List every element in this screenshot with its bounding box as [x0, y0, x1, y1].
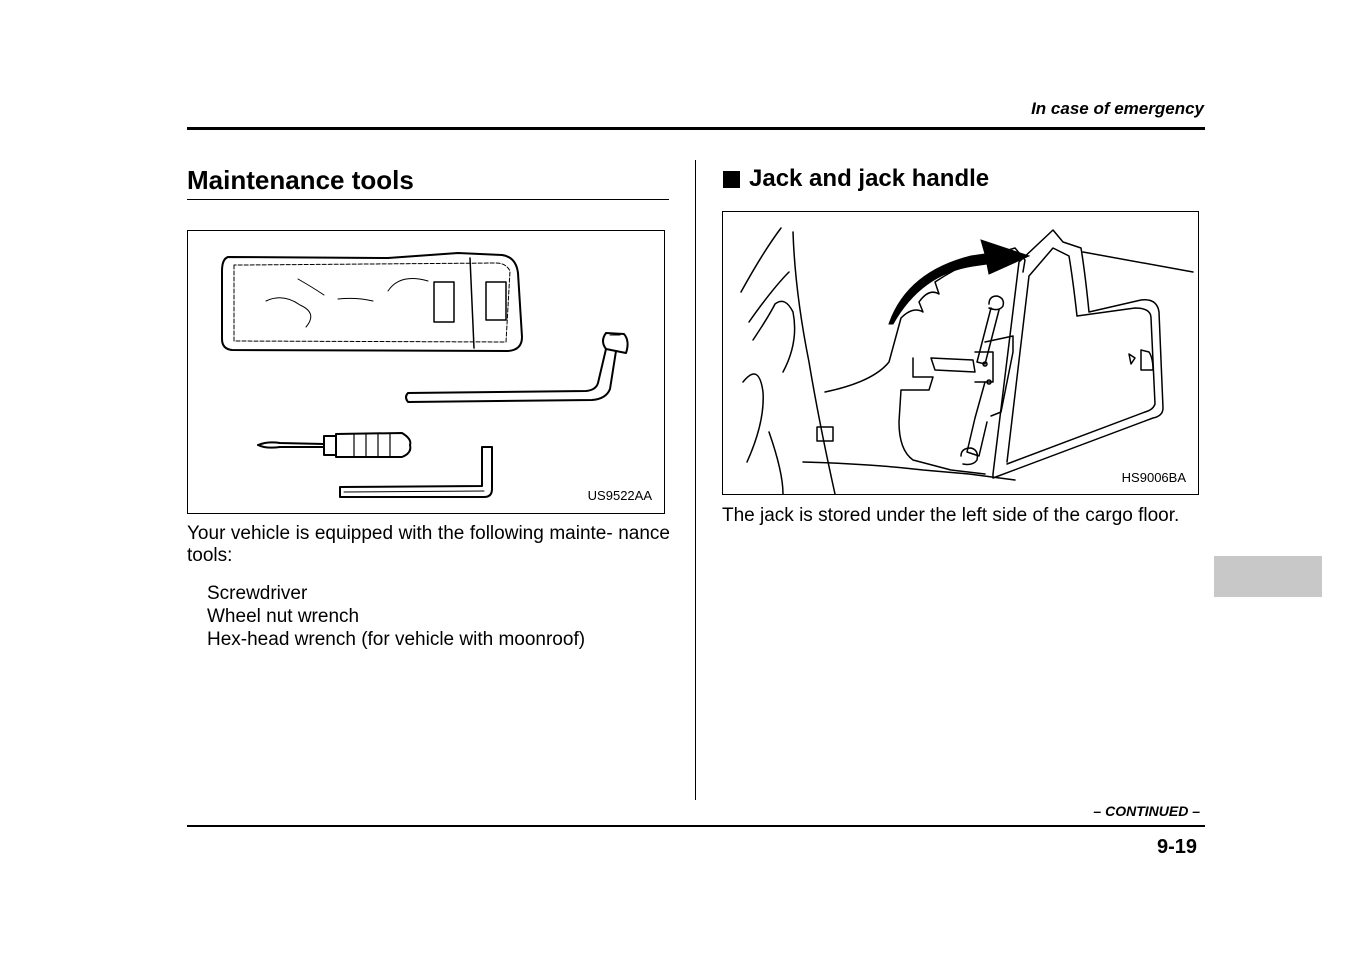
running-header: In case of emergency	[1031, 99, 1204, 118]
subsection-title-text: Jack and jack handle	[749, 165, 990, 192]
section-title: Maintenance tools	[187, 165, 414, 195]
tools-list	[207, 582, 585, 651]
continued-label: – CONTINUED –	[1093, 803, 1200, 819]
tool-pouch	[222, 253, 522, 351]
intro-paragraph: Your vehicle is equipped with the following mainte- nance tools:	[187, 523, 670, 566]
subsection-title	[723, 165, 989, 193]
maintenance-tools-figure	[187, 230, 665, 514]
section-title-rule	[187, 199, 669, 200]
footer-rule	[187, 825, 1205, 827]
figure-code: HS9006BA	[1121, 470, 1186, 485]
list-item: Wheel nut wrench	[207, 606, 360, 627]
hex-head-wrench	[340, 447, 492, 497]
header-rule	[187, 127, 1205, 130]
maintenance-tools-illustration	[188, 231, 664, 513]
jack-figure	[722, 211, 1199, 495]
chapter-tab	[1214, 556, 1322, 597]
figure-code: US9522AA	[587, 488, 652, 503]
jack-illustration	[723, 212, 1198, 494]
page-number: 9-19	[1156, 836, 1197, 858]
list-item: Screwdriver	[207, 583, 308, 604]
black-square-icon	[723, 171, 740, 188]
column-divider	[695, 160, 696, 800]
list-item: Hex-head wrench (for vehicle with moonroof)	[207, 629, 586, 650]
wheel-nut-wrench	[406, 349, 616, 402]
jack-paragraph: The jack is stored under the left side of the cargo floor.	[722, 505, 1180, 526]
screwdriver	[258, 442, 324, 445]
